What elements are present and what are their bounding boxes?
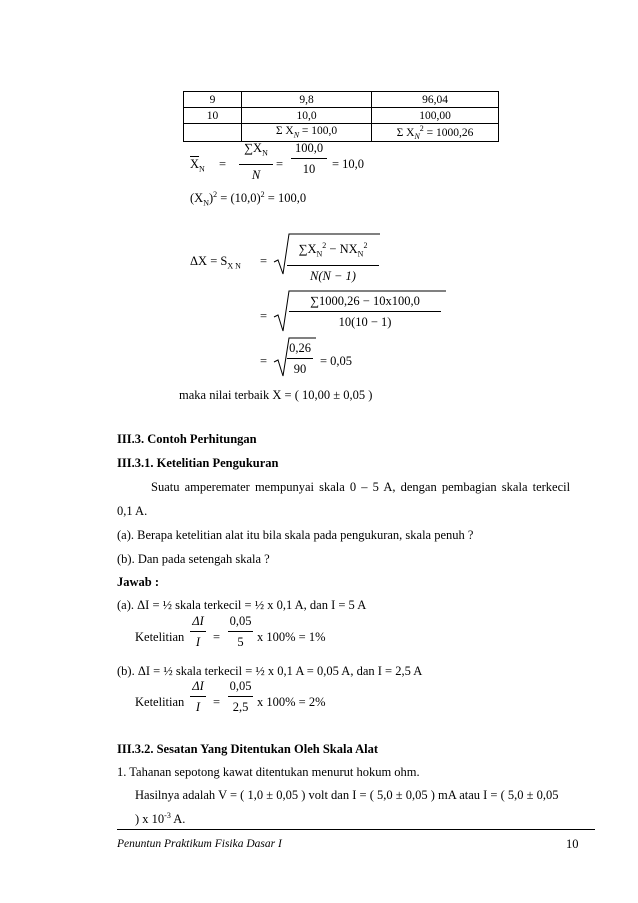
table-cell: 10 bbox=[184, 108, 242, 124]
mean-fraction-1: $\sum X_N$ N bbox=[239, 140, 273, 183]
footer-title: Penuntun Praktikum Fisika Dasar I bbox=[117, 838, 282, 850]
question-a: (a). Berapa ketelitian alat itu bila skala pada pengukuran, skala penuh ? bbox=[117, 528, 474, 542]
table-cell-empty bbox=[184, 124, 242, 142]
delta-eq2: = bbox=[260, 309, 268, 323]
table-cell-sum-x: Σ $X_N = 100,0$ bbox=[242, 124, 372, 142]
subsection-title-2: III.3.2. Sesatan Yang Ditentukan Oleh Skala Alat bbox=[117, 742, 379, 756]
page-number: 10 bbox=[566, 837, 579, 851]
paragraph-line-1: Suatu amperemater mempunyai skala 0 – 5 A, dengan pembagian skala terkecil bbox=[151, 480, 571, 494]
delta-lhs: $\Delta X = S_{X N}$ bbox=[190, 254, 241, 271]
ketelitian-fraction-a2: 0,05 5 bbox=[229, 614, 252, 649]
ketelitian-eq-a: = bbox=[213, 630, 221, 644]
ketelitian-eq-b: = bbox=[213, 695, 221, 709]
answer-heading: Jawab : bbox=[117, 575, 160, 589]
ketelitian-fraction-b1: ΔI I bbox=[190, 678, 206, 715]
mean-fraction-2: 100,0 10 bbox=[291, 140, 327, 177]
mean-eq1: = bbox=[219, 157, 227, 171]
table-cell: 10,0 bbox=[242, 108, 372, 124]
list-item-1-line-2: Hasilnya adalah V = ( 1,0 ± 0,05 ) volt dan I = ( 5,0 ± 0,05 ) mA atau I = ( 5,0 ± 0,05 bbox=[135, 788, 559, 802]
section-title: III.3. Contoh Perhitungan bbox=[117, 432, 257, 446]
ketelitian-fraction-b2: 0,05 2,5 bbox=[229, 679, 252, 714]
delta-fraction-1: $\sum X_N^2 - NX_N^2$ N(N − 1) bbox=[287, 238, 379, 284]
list-item-1-line-3: ) x $10^{-3}$ A. bbox=[135, 811, 186, 827]
table-cell: 9,8 bbox=[242, 92, 372, 108]
best-value: maka nilai terbaik X = ( 10,00 ± 0,05 ) bbox=[179, 388, 373, 402]
list-item-1: 1. Tahanan sepotong kawat ditentukan menurut hokum ohm. bbox=[117, 765, 420, 779]
delta-fraction-3: 0,26 90 bbox=[287, 340, 313, 377]
mean-squared: $(X_N)^2 = (10,0)^2 = 100,0$ bbox=[190, 190, 307, 208]
table-row bbox=[184, 92, 499, 108]
table-cell: 96,04 bbox=[372, 92, 499, 108]
table-row-sum bbox=[184, 124, 499, 142]
footer-rule bbox=[117, 829, 595, 830]
mean-lhs: $\overline{X}_N$ bbox=[190, 157, 205, 174]
ketelitian-rest-b: x 100% = 2% bbox=[257, 695, 326, 709]
delta-fraction-2: ∑1000,26 − 10x100,0 10(10 − 1) bbox=[289, 293, 441, 330]
answer-b: (b). ΔI = ½ skala terkecil = ½ x 0,1 A = 0,05 A, dan I = 2,5 A bbox=[117, 664, 423, 678]
answer-a: (a). ΔI = ½ skala terkecil = ½ x 0,1 A, dan I = 5 A bbox=[117, 598, 367, 612]
ketelitian-fraction-a1: ΔI I bbox=[190, 613, 206, 650]
table-cell-sum-x2: Σ $X_N^2 = 1000,26$ bbox=[372, 124, 499, 142]
data-table bbox=[183, 91, 499, 142]
question-b: (b). Dan pada setengah skala ? bbox=[117, 552, 270, 566]
delta-eq3: = bbox=[260, 354, 268, 368]
delta-result: = 0,05 bbox=[320, 354, 353, 368]
mean-result: = 10,0 bbox=[332, 157, 365, 171]
table-cell: 100,00 bbox=[372, 108, 499, 124]
ketelitian-label-a: Ketelitian bbox=[135, 630, 185, 644]
delta-eq: = bbox=[260, 254, 268, 268]
ketelitian-label-b: Ketelitian bbox=[135, 695, 185, 709]
table-row bbox=[184, 108, 499, 124]
table-cell: 9 bbox=[184, 92, 242, 108]
mean-eq2: = bbox=[276, 157, 284, 171]
ketelitian-rest-a: x 100% = 1% bbox=[257, 630, 326, 644]
subsection-title-1: III.3.1. Ketelitian Pengukuran bbox=[117, 456, 279, 470]
paragraph-line-2: 0,1 A. bbox=[117, 504, 148, 518]
